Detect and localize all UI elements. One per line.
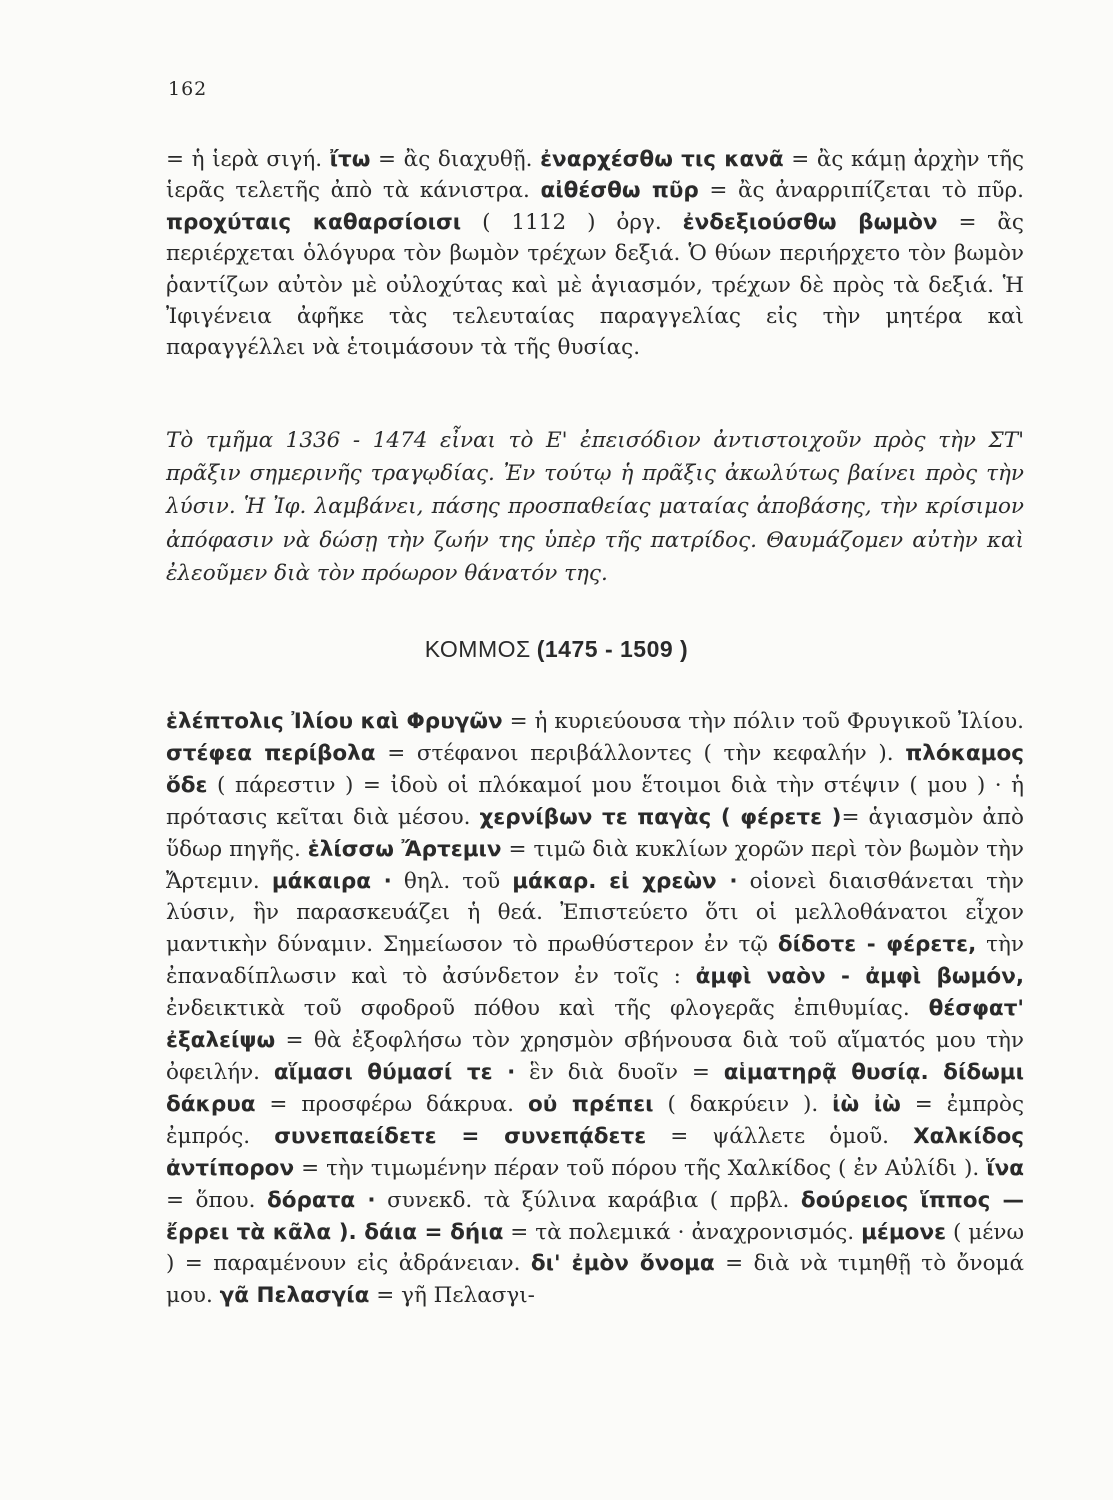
text-run: συνεκδ. τὰ ξύλινα καράβια ( πρβλ. bbox=[375, 1187, 801, 1213]
lemma: ἀμφὶ ναὸν - ἀμφὶ βωμόν, bbox=[695, 964, 1025, 990]
text-run: = τὰ πολεμικά · ἀναχρονισμός. bbox=[503, 1219, 862, 1245]
text-run: = τιμῶ διὰ κυκλίων χορῶν περὶ τὸν βωμὸν τὴν Ἄρτεμιν. bbox=[166, 836, 1025, 894]
text-run: = διὰ νὰ τιμηθῇ τὸ ὄνομά μου. bbox=[166, 1251, 1025, 1309]
lemma: μέμονε bbox=[861, 1219, 947, 1245]
section-heading-range: (1475 - 1509 ) bbox=[536, 636, 689, 662]
text-run: = τὴν τιμωμένην πέραν τοῦ πόρου τῆς Χαλκίδος ( ἐν Αὐλίδι ). bbox=[294, 1155, 987, 1181]
lemma: ἑλίσσω Ἄρτεμιν bbox=[307, 836, 502, 862]
text-run: = ἂς διαχυθῇ. bbox=[370, 147, 541, 172]
text-run: = προσφέρω δάκρυα. bbox=[255, 1091, 528, 1117]
section-heading bbox=[0, 636, 1113, 663]
lemma: δούρειος ἵππος — ἔρρει τὰ κᾶλα ). δάια = δήια bbox=[166, 1187, 1024, 1245]
lemma: οὐ πρέπει bbox=[527, 1091, 654, 1117]
lemma: ἰὼ ἰὼ bbox=[832, 1091, 901, 1117]
lemma: δι' ἐμὸν ὄνομα bbox=[530, 1251, 715, 1277]
lemma: αἱματηρᾷ θυσίᾳ. δίδωμι δάκρυα bbox=[166, 1059, 1024, 1117]
text-run: ( πάρεστιν ) = ἰδοὺ οἱ πλόκαμοί μου ἕτοιμοι διὰ τὴν στέψιν ( μου ) · ἡ πρότασις κεῖται διὰ μέσου. bbox=[166, 772, 1024, 830]
text-run: τὴν ἐπαναδίπλωσιν καὶ τὸ ἀσύνδετον ἐν τοῖς : bbox=[166, 932, 1025, 990]
text-run: = ἂς ἀναρριπίζεται τὸ πῦρ. bbox=[698, 178, 1024, 204]
lemma: ἵνα bbox=[986, 1155, 1024, 1181]
lemma: γᾶ Πελασγία bbox=[219, 1283, 370, 1309]
lemma: ἐνδεξιούσθω βωμὸν bbox=[682, 209, 938, 235]
lemma: δίδοτε - φέρετε, bbox=[777, 932, 977, 958]
lemma: ἴτω bbox=[329, 147, 371, 172]
commentary-paragraph-2 bbox=[166, 706, 1024, 1312]
lemma: μάκαρ. εἰ χρεὼν · bbox=[512, 868, 738, 894]
text-run: = ἂς κάμῃ ἀρχὴν τῆς ἱερᾶς τελετῆς ἀπὸ τὰ κάνιστρα. bbox=[166, 147, 1024, 204]
lemma: δόρατα · bbox=[267, 1187, 376, 1213]
text-run: = ἐμπρὸς ἐμπρός. bbox=[166, 1091, 1024, 1149]
text-run: = ἡ ἱερὰ σιγή. bbox=[166, 147, 330, 172]
lemma: ἐναρχέσθω τις κανᾶ bbox=[540, 147, 784, 172]
lemma: ἑλέπτολις Ἰλίου καὶ Φρυγῶν bbox=[166, 709, 503, 734]
text-run: = ὅπου. bbox=[166, 1187, 267, 1213]
text-run: ( μένω ) = παραμένουν εἰς ἀδράνειαν. bbox=[166, 1219, 1025, 1277]
lemma: μάκαιρα · bbox=[271, 868, 392, 894]
lemma: θέσφατ' ἐξαλείψω bbox=[166, 996, 1024, 1054]
summary-paragraph bbox=[166, 424, 1024, 590]
section-heading-title: ΚΟΜΜΟΣ bbox=[424, 636, 531, 662]
text-run: οἱονεὶ διαισθάνεται τὴν λύσιν, ἣν παρασκευάζει ἡ θεά. Ἐπιστεύετο ὅτι οἱ μελλοθάνατοι εἶχον μαντικὴν δύναμιν. Σημείωσον τὸ πρωθύστερον ἐν τῷ bbox=[166, 868, 1024, 958]
text-run: = ἂς περιέρχεται ὁλόγυρα τὸν βωμὸν τρέχων δεξιά. Ὁ θύων περιήρχετο τὸν βωμὸν ῥαντίζων αὐτὸν μὲ οὐλοχύτας καὶ μὲ ἁγιασμόν, τρέχων δὲ πρὸς τὰ δεξιά. Ἡ Ἰφιγένεια ἀφῆκε τὰς τελευταίας παραγγελίας εἰς τὴν μητέρα καὶ παραγγέλλει νὰ ἑτοιμάσουν τὰ τῆς θυσίας. bbox=[166, 209, 1024, 361]
lemma: συνεπαείδετε = συνεπᾴδετε bbox=[274, 1123, 647, 1149]
text-run: = στέφανοι περιβάλλοντες ( τὴν κεφαλήν ). bbox=[375, 740, 906, 766]
text-run: ( δακρύειν ). bbox=[653, 1091, 833, 1117]
commentary-paragraph-1 bbox=[166, 144, 1024, 364]
text-run: ἐνδεικτικὰ τοῦ σφοδροῦ πόθου καὶ τῆς φλογερᾶς ἐπιθυμίας. bbox=[166, 996, 929, 1022]
lemma: πλόκαμος ὅδε bbox=[166, 740, 1024, 798]
text-run: = ἁγιασμὸν ἀπὸ ὕδωρ πηγῆς. bbox=[166, 804, 1024, 862]
text-run: = θὰ ἐξοφλήσω τὸν χρησμὸν σβήνουσα διὰ τοῦ αἵματός μου τὴν ὀφειλήν. bbox=[166, 1028, 1024, 1085]
lemma: αἰθέσθω πῦρ bbox=[540, 178, 699, 204]
lemma: Χαλκίδος ἀντίπορον bbox=[166, 1123, 1025, 1181]
text-run: ἓν διὰ δυοῖν = bbox=[515, 1059, 724, 1085]
lemma: χερνίβων τε παγὰς ( φέρετε ) bbox=[479, 804, 842, 830]
text-run: = γῆ Πελασγι- bbox=[369, 1283, 535, 1309]
lemma: αἵμασι θύμασί τε · bbox=[273, 1059, 516, 1085]
page-number: 162 bbox=[168, 78, 208, 100]
text-run: Τὸ τμῆμα 1336 - 1474 εἶναι τὸ Ε' ἐπεισόδιον ἀντιστοιχοῦν πρὸς τὴν ΣΤ' πρᾶξιν σημερινῆς τραγῳδίας. Ἐν τούτῳ ἡ πρᾶξις ἀκωλύτως βαίνει πρὸς τὴν λύσιν. Ἡ Ἰφ. λαμβάνει, πάσης προσπαθείας ματαίας ἀποβάσης, τὴν κρίσιμον ἀπόφασιν νὰ δώσῃ τὴν ζωήν της ὑπὲρ τῆς πατρίδος. Θαυμάζομεν αὐτὴν καὶ ἐλεοῦμεν διὰ τὸν πρόωρον θάνατόν της. bbox=[166, 428, 1024, 586]
lemma: στέφεα περίβολα bbox=[166, 740, 376, 766]
lemma: προχύταις καθαρσίοισι bbox=[166, 209, 462, 235]
text-run: = ἡ κυριεύουσα τὴν πόλιν τοῦ Φρυγικοῦ Ἰλίου. bbox=[502, 709, 1024, 734]
text-run: = ψάλλετε ὁμοῦ. bbox=[646, 1123, 914, 1149]
text-run: ( 1112 ) ὀργ. bbox=[461, 209, 683, 235]
text-run: θηλ. τοῦ bbox=[391, 868, 513, 894]
